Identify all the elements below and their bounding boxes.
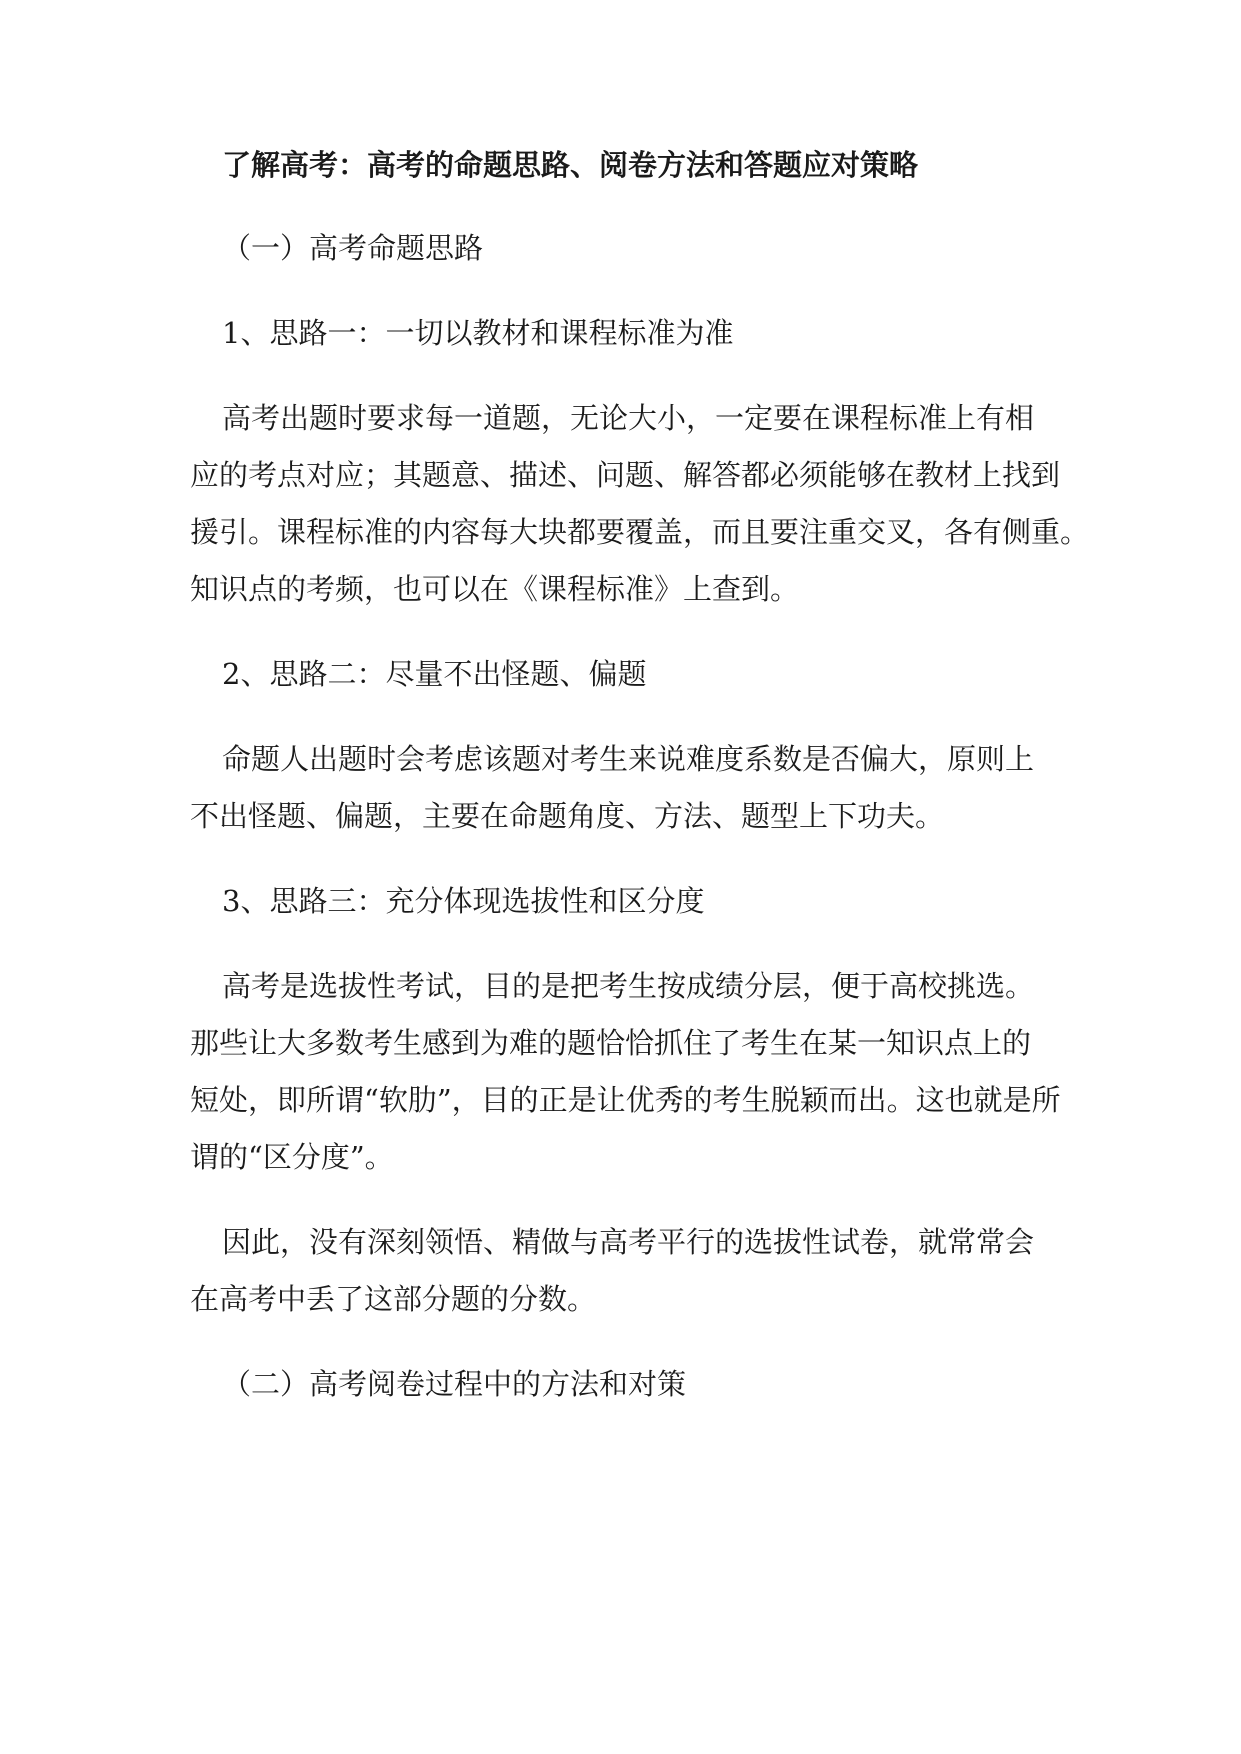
paragraph-line: 高考是选拔性考试，目的是把考生按成绩分层，便于高校挑选。	[222, 969, 1035, 1003]
paragraph-line: 在高考中丢了这部分题的分数。	[190, 1282, 597, 1316]
point-heading-1: 1、思路一：一切以教材和课程标准为准	[222, 316, 734, 350]
paragraph-line: 谓的“区分度”。	[190, 1140, 394, 1174]
paragraph-line: 短处，即所谓“软肋”，目的正是让优秀的考生脱颖而出。这也就是所	[190, 1083, 1061, 1117]
paragraph-line: 知识点的考频，也可以在《课程标准》上查到。	[190, 572, 800, 606]
paragraph-line: 援引。课程标准的内容每大块都要覆盖，而且要注重交叉，各有侧重。	[190, 515, 1090, 549]
document-title: 了解高考：高考的命题思路、阅卷方法和答题应对策略	[222, 148, 919, 182]
paragraph-line: 因此，没有深刻领悟、精做与高考平行的选拔性试卷，就常常会	[222, 1225, 1035, 1259]
point-heading-2: 2、思路二：尽量不出怪题、偏题	[222, 657, 647, 691]
section-heading-1: （一）高考命题思路	[222, 231, 484, 265]
paragraph-line: 高考出题时要求每一道题，无论大小，一定要在课程标准上有相	[222, 401, 1035, 435]
section-heading-2: （二）高考阅卷过程中的方法和对策	[222, 1367, 687, 1401]
paragraph-line: 命题人出题时会考虑该题对考生来说难度系数是否偏大，原则上	[222, 742, 1035, 776]
paragraph-line: 不出怪题、偏题，主要在命题角度、方法、题型上下功夫。	[190, 799, 945, 833]
paragraph-line: 应的考点对应；其题意、描述、问题、解答都必须能够在教材上找到	[190, 458, 1061, 492]
paragraph-line: 那些让大多数考生感到为难的题恰恰抓住了考生在某一知识点上的	[190, 1026, 1032, 1060]
point-heading-3: 3、思路三：充分体现选拔性和区分度	[222, 884, 705, 918]
